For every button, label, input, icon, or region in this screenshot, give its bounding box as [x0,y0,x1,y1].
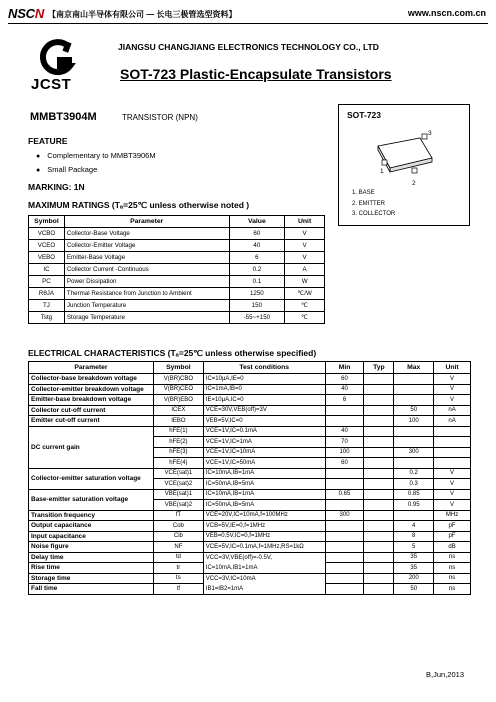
table-row [29,573,471,584]
electrical-title: ELECTRICAL CHARACTERISTICS (Tₐ=25℃ unless otherwise specified) [28,348,317,358]
header-company: 【南京南山半导体有限公司 — 长电三极管选型资料】 [48,10,237,19]
max-cell: 35 [394,563,434,574]
unit-cell: ns [434,573,471,584]
unit-cell [434,426,471,437]
max-cell [394,384,434,395]
parameter-cell: Collector-base breakdown voltage [29,374,154,385]
header-url[interactable]: www.nscn.com.cn [407,8,486,18]
condition-cell: IE=10μA,IC=0 [203,395,325,406]
marking: MARKING: 1N [28,182,85,192]
typ-cell [364,584,394,595]
value-cell: -55~+150 [229,312,285,324]
condition-cell: VCC=3V,IC=10mA [203,573,325,584]
unit-cell: ns [434,563,471,574]
max-cell [394,510,434,521]
feature-title: FEATURE [28,136,68,146]
typ-cell [364,510,394,521]
typ-cell [364,384,394,395]
condition-cell: VEB=5V,IC=0 [203,416,325,427]
symbol-cell: V(BR)CBO [153,374,203,385]
typ-cell [364,395,394,406]
unit-cell: V [434,468,471,479]
max-cell [394,374,434,385]
revision-date: B,Jun,2013 [426,670,464,679]
max-cell: 0.2 [394,468,434,479]
parameter-cell: Input capacitance [29,531,154,542]
max-cell [394,426,434,437]
unit-cell: V [285,240,325,252]
unit-cell: V [434,374,471,385]
table-row [29,228,325,240]
unit-cell: V [285,252,325,264]
parameter-cell: Noise figure [29,542,154,553]
min-cell [325,405,364,416]
value-cell: 0.2 [229,264,285,276]
condition-cell: IC=50mA,IB=5mA [203,500,325,511]
condition-cell: IC=10mA,IB=1mA [203,489,325,500]
symbol-cell: Cib [153,531,203,542]
table-row [29,563,471,574]
symbol-cell: VCEO [29,240,65,252]
unit-cell: nA [434,405,471,416]
max-cell: 200 [394,573,434,584]
unit-cell: ℃ [285,300,325,312]
typ-cell [364,426,394,437]
pin-emitter: 2. EMITTER [352,201,386,207]
max-cell: 0.3 [394,479,434,490]
condition-cell: IC=1mA,IB=0 [203,384,325,395]
max-cell: 4 [394,521,434,532]
table-row [29,312,325,324]
table-row [29,276,325,288]
symbol-cell: hFE(2) [153,437,203,448]
typ-cell [364,416,394,427]
symbol-cell: V(BR)EBO [153,395,203,406]
condition-cell: IC=10μA,IE=0 [203,374,325,385]
typ-cell [364,573,394,584]
symbol-cell: PC [29,276,65,288]
table-row [29,252,325,264]
parameter-cell: Collector-emitter saturation voltage [29,468,154,489]
part-number: MMBT3904M [30,111,97,123]
table-row [29,542,471,553]
typ-cell [364,489,394,500]
min-cell: 0.65 [325,489,364,500]
min-cell [325,531,364,542]
parameter-cell: Thermal Resistance from Junction to Ambient [64,288,229,300]
value-cell: 0.1 [229,276,285,288]
parameter-cell: Storage time [29,573,154,584]
pin-base: 1. BASE [352,190,375,196]
symbol-cell: VEBO [29,252,65,264]
symbol-cell: fT [153,510,203,521]
max-cell [394,458,434,469]
min-cell [325,521,364,532]
parameter-cell: Transition frequency [29,510,154,521]
pin-label-3: 3 [428,130,432,137]
unit-cell: V [434,500,471,511]
unit-cell: pF [434,531,471,542]
symbol-cell: IC [29,264,65,276]
min-cell: 6 [325,395,364,406]
unit-cell: W [285,276,325,288]
min-cell: 60 [325,458,364,469]
parameter-cell: Collector-emitter breakdown voltage [29,384,154,395]
symbol-cell: Cob [153,521,203,532]
symbol-cell: hFE(4) [153,458,203,469]
table-row [29,521,471,532]
max-ratings-table [28,215,325,324]
typ-cell [364,374,394,385]
table-row [29,552,471,563]
parameter-cell: Power Dissipation [64,276,229,288]
package-title: SOT-723 [347,110,382,120]
table-row [29,264,325,276]
symbol-cell: RθJA [29,288,65,300]
condition-cell: VCE=5V,IC=0.1mA,f=1MHz,RS=1kΩ [203,542,325,553]
condition-cell: VCE=30V,VEB(off)=3V [203,405,325,416]
symbol-cell: VCE(sat)1 [153,468,203,479]
min-cell [325,584,364,595]
table-row [29,240,325,252]
parameter-cell: Collector-Emitter Voltage [64,240,229,252]
table-row [29,300,325,312]
company-name: JIANGSU CHANGJIANG ELECTRONICS TECHNOLOGY CO., LTD [118,42,379,52]
condition-cell: IC=10mA,IB=1mA [203,468,325,479]
table-row [29,405,471,416]
page-title: SOT-723 Plastic-Encapsulate Transistors [120,66,392,82]
max-cell: 35 [394,552,434,563]
table-row [29,416,471,427]
logo-suffix: N [34,6,45,21]
value-cell: 1250 [229,288,285,300]
table-row [29,489,471,500]
condition-cell: VCB=5V,IE=0,f=1MHz [203,521,325,532]
unit-cell [434,437,471,448]
max-cell [394,395,434,406]
parameter-cell: Storage Temperature [64,312,229,324]
unit-cell [434,458,471,469]
symbol-cell: TJ [29,300,65,312]
feature-item: ● Complementary to MMBT3906M [36,151,156,160]
condition-cell: VEB=0.5V,IC=0,f=1MHz [203,531,325,542]
symbol-cell: V(BR)CEO [153,384,203,395]
symbol-cell: hFE(1) [153,426,203,437]
parameter-cell: DC current gain [29,426,154,468]
table-row [29,468,471,479]
max-cell: 0.95 [394,500,434,511]
max-cell: 300 [394,447,434,458]
max-cell: 8 [394,531,434,542]
parameter-cell: Junction Temperature [64,300,229,312]
column-header: Parameter [29,362,154,374]
symbol-cell: tr [153,563,203,574]
typ-cell [364,437,394,448]
table-row [29,426,471,437]
max-cell: 50 [394,584,434,595]
logo-prefix: NSC [8,6,35,21]
typ-cell [364,479,394,490]
part-description: TRANSISTOR (NPN) [122,113,198,122]
pin-label-1: 1 [380,168,384,175]
table-row [29,374,471,385]
symbol-cell: VBE(sat)2 [153,500,203,511]
symbol-cell: Tstg [29,312,65,324]
column-header: Symbol [153,362,203,374]
feature-item: ● Small Package [36,165,97,174]
unit-cell: ns [434,552,471,563]
condition-cell: VCE=1V,IC=50mA [203,458,325,469]
symbol-cell: ts [153,573,203,584]
column-header: Value [229,216,285,228]
unit-cell: ℃/W [285,288,325,300]
unit-cell: V [434,479,471,490]
value-cell: 150 [229,300,285,312]
pin-collector: 3. COLLECTOR [352,211,396,217]
symbol-cell: NF [153,542,203,553]
symbol-cell: VCE(sat)2 [153,479,203,490]
parameter-cell: Collector cut-off current [29,405,154,416]
parameter-cell: Emitter cut-off current [29,416,154,427]
min-cell: 40 [325,426,364,437]
condition-cell: VCE=1V,IC=1mA [203,437,325,448]
symbol-cell: hFE(3) [153,447,203,458]
column-header: Symbol [29,216,65,228]
parameter-cell: Collector Current -Continuous [64,264,229,276]
unit-cell: V [434,395,471,406]
pin-label-2: 2 [412,180,416,187]
symbol-cell: IEBO [153,416,203,427]
symbol-cell: tf [153,584,203,595]
nscn-logo [8,6,44,21]
min-cell [325,542,364,553]
min-cell [325,479,364,490]
table-row [29,288,325,300]
max-cell: 100 [394,416,434,427]
min-cell [325,552,364,563]
unit-cell [434,447,471,458]
parameter-cell: Output capacitance [29,521,154,532]
max-cell: 0.85 [394,489,434,500]
condition-cell: IC=10mA,IB1=1mA [203,563,325,574]
unit-cell: ℃ [285,312,325,324]
column-header: Unit [285,216,325,228]
max-cell [394,437,434,448]
unit-cell: nA [434,416,471,427]
min-cell: 300 [325,510,364,521]
symbol-cell: VBE(sat)1 [153,489,203,500]
unit-cell: A [285,264,325,276]
jcst-logo-icon [38,38,78,78]
min-cell [325,468,364,479]
typ-cell [364,500,394,511]
typ-cell [364,563,394,574]
parameter-cell: Collector-Base Voltage [64,228,229,240]
column-header: Test conditions [203,362,325,374]
typ-cell [364,552,394,563]
min-cell: 100 [325,447,364,458]
condition-cell: IC=50mA,IB=5mA [203,479,325,490]
table-row [29,510,471,521]
table-row [29,584,471,595]
electrical-table [28,361,471,595]
table-row [29,395,471,406]
value-cell: 6 [229,252,285,264]
unit-cell: V [285,228,325,240]
parameter-cell: Rise time [29,563,154,574]
unit-cell: V [434,384,471,395]
min-cell: 40 [325,384,364,395]
parameter-cell: Base-emitter saturation voltage [29,489,154,510]
table-row [29,384,471,395]
condition-cell: IB1=IB2=1mA [203,584,325,595]
parameter-cell: Delay time [29,552,154,563]
min-cell: 60 [325,374,364,385]
min-cell [325,573,364,584]
condition-cell: VCC=3V,VBE(off)=-0.5V, [203,552,325,563]
typ-cell [364,531,394,542]
jcst-logo-text: JCST [31,76,72,93]
unit-cell: MHz [434,510,471,521]
max-ratings-title: MAXIMUM RATINGS (Tₐ=25℃ unless otherwise noted ) [28,200,250,210]
parameter-cell: Fall time [29,584,154,595]
column-header: Max [394,362,434,374]
parameter-cell: Emitter-base breakdown voltage [29,395,154,406]
typ-cell [364,447,394,458]
symbol-cell: ICEX [153,405,203,416]
typ-cell [364,521,394,532]
unit-cell: dB [434,542,471,553]
min-cell [325,500,364,511]
value-cell: 60 [229,228,285,240]
column-header: Parameter [64,216,229,228]
max-cell: 50 [394,405,434,416]
symbol-cell: VCBO [29,228,65,240]
typ-cell [364,542,394,553]
condition-cell: VCE=1V,IC=10mA [203,447,325,458]
min-cell: 70 [325,437,364,448]
column-header: Min [325,362,364,374]
value-cell: 40 [229,240,285,252]
typ-cell [364,458,394,469]
parameter-cell: Emitter-Base Voltage [64,252,229,264]
unit-cell: pF [434,521,471,532]
unit-cell: ns [434,584,471,595]
column-header: Typ [364,362,394,374]
condition-cell: VCE=1V,IC=0.1mA [203,426,325,437]
unit-cell: V [434,489,471,500]
symbol-cell: td [153,552,203,563]
column-header: Unit [434,362,471,374]
min-cell [325,563,364,574]
min-cell [325,416,364,427]
typ-cell [364,405,394,416]
table-row [29,531,471,542]
condition-cell: VCE=20V,IC=10mA,f=100MHz [203,510,325,521]
max-cell: 5 [394,542,434,553]
typ-cell [364,468,394,479]
